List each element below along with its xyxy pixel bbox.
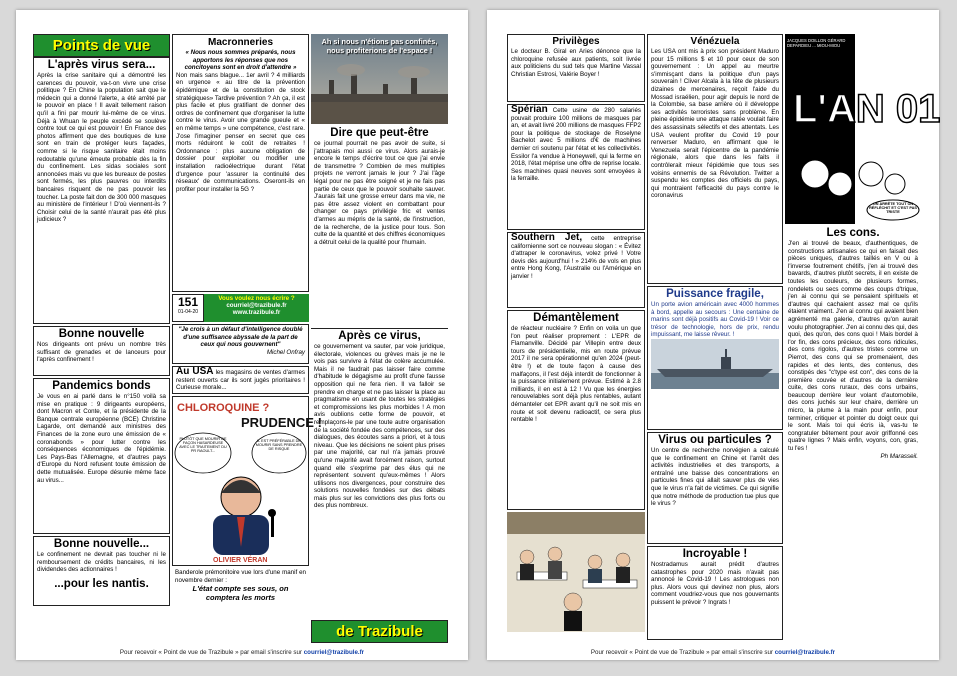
- macronneries-article: [172, 34, 309, 292]
- subscribe-site-link[interactable]: www.trazibule.fr: [232, 309, 281, 316]
- bonne-nouvelle2-text: Le confinement ne devrait pas toucher ni le remboursement de crédits bancaires, ni les dividendes des actionnaires !: [37, 551, 166, 574]
- apres-ce-virus-article: [311, 328, 448, 618]
- subscribe-email-link[interactable]: courriel@trazibule.fr: [226, 302, 287, 309]
- right-footer: [487, 649, 939, 656]
- issue-number: 151: [177, 295, 199, 309]
- cartoon-bubble-left: PLUTÔT QUE MOURIR DE FAÇON HASARDEUSE AVEC LE TRAITEMENT DU PR RAOULT...: [179, 437, 227, 453]
- bonne-nouvelle2-article: [33, 536, 170, 606]
- bonne-nouvelle2-title: Bonne nouvelle...: [53, 538, 150, 550]
- macronneries-text: Non mais sans blague... 1er avril ? 4 milliards en urgence « au titre de la prévention épidémique et de la constitution de stock stratégiques» Tardive prévention ? Ah ça, il est plus facile et plus gratifiant de donner des ordres de confinement que d'organiser la lutte contre le virus. Avoir une grande gueule et « en même temps » une compétence, c'est rare. J'ose l'imaginer penser en secret que ces morts réduiront le coût de retraites ! Ordonnance : plus aucune obligation de dossier pour exploiter ou modifier une installation radioélectrique durant l'état d'urgence pour 'assurer la continuité des réseaux' de communications. Oseront-ils en profiter pour installer la 5G ?: [176, 71, 305, 193]
- left-footer: [16, 649, 468, 656]
- incroyable-title: Incroyable !: [682, 548, 748, 560]
- virus-particules-text: Un centre de recherche norvégien a calculé que le confinement en Chine et l'arrêt des activités industrielles et des transports, a entraîné une baisse des concentrations en particules fines qui allait sauver plus de vies que le virus n'a fait de victimes. Ce qui signifie que notre méthode de production tue plus que le virus ?: [651, 447, 779, 508]
- apres-ce-virus-title: Après ce virus,: [338, 330, 421, 342]
- apres-virus-text: Après la crise sanitaire qui a démontré les carences du pouvoir, va-t-on vivre une crise politique ? En Chine la population sait que le médecin qui a donné l'alerte, a été arrêté par le pouvoir en place ! Il avait tellement raison qu'il a fini par mourir lui-même de ce virus. Déjà à Whuan le peuple excédé se soulève contre tout ce qui est pouvoir ! En France des photos affirment que des boutiques de luxe sont en train de protéger leurs façades, comme si le risque sanitaire était moins redoutable qu'une émeute probable dès la fin du confinement. Les sidas sociales sont annoncées mais vu que les bureaux de postes sont fermés, les plus pauvres ou interdits bancaires risquent de ne pas pouvoir les toucher. La poste fait don de 300 000 masques au ministère de l'intérieur ! D'où viennent-ils ? Choisir celui de la santé n'aurait pas été plus judicieux ?: [37, 72, 167, 224]
- pandemics-bonds-text: Je vous en ai parlé dans le n°150 voilà sa mise en pratique : 9 dirigeants européens, dont Macron et Conte, et la présidente de la Banque centrale européenne (BCE) Christine Lagarde, ont demandé aux ministres des Finances de la zone euro une émission de « coronabonds » pour lutter contre les conséquences économiques de l'épidémie. Les Pays-Bas l'Allemagne, et d'autres pays d'Europe du Nord refusent toute émission de dette mutualisée. Europe désunie même face au virus...: [37, 393, 166, 484]
- demantelement-title: Démantèlement: [533, 312, 619, 324]
- apres-virus-article: [33, 57, 170, 324]
- macronneries-quote: « Nous nous sommes préparés, nous apportons les réponses que nos concitoyens sont en droit d'attendre »: [184, 49, 297, 72]
- right-footer-text: Pour recevoir « Point de vue de Trazibule » par email s'inscrire sur: [590, 649, 773, 656]
- demantelement-article: [507, 310, 645, 510]
- venezuela-text: Les USA ont mis à prix son président Maduro pour 15 millions $ et 10 pour ceux de son gouvernement : Un appel au meurtre s'immisçant dans la politique d'un pays souverain ! Cliver Alcala à la tête de plusieurs dizaines de mercenaires, reçoit l'aide du Mossad israélien, pour agir depuis le nord de la Colombie, sa base arrière où il développe ses activités terroristes sans problème. En pleine épidémie une attaque ratée voulait faire des assassinats sélectifs et des attentats. Les USA veulent profiter du Covid 19 pour renverser Maduro, en affirmant que le Venezuela serait l'épicentre de la pandémie régionale, alors que dans les faits il contrôlerait mieux l'épidémie que tous ses voisins ennemis de sa Révolution. Twitter a suspendu les comptes des officiels du pays, qui montraient l'efficacité du pays contre le coronavirus: [651, 48, 779, 200]
- incroyable-article: [647, 546, 783, 640]
- onfray-signature: Michel Onfray: [266, 348, 305, 356]
- privileges-title: Privilèges: [552, 36, 600, 47]
- onfray-quote: "Je crois à un défaut d'intelligence doublé d'une suffisance abyssale de la part de ceux qui nous gouvernent": [178, 326, 303, 349]
- an-01-bubble: ON ARRÊTE TOUT ON RÉFLÉCHIT ET C'EST PAS TRISTE: [869, 202, 917, 214]
- banderole-text: Banderole prémonitoire vue lors d'une manif en novembre dernier :: [175, 569, 306, 584]
- pollution-photo: [311, 34, 448, 124]
- right-page: [487, 10, 939, 660]
- privileges-article: [507, 34, 645, 102]
- restaurant-cartoon: [507, 512, 645, 632]
- puissance-text: Un porte avion américain avec 4000 hommes à bord, appelle au secours : Une centaine de marins sont déjà positifs au Covid-19 ! Voir ce trésor de technologie, hors de prix, rendu impuissant, me laisse rêveur. !: [651, 301, 779, 339]
- an-01-title: L'AN 01: [793, 87, 941, 131]
- bonne-nouvelle-article: [33, 326, 170, 376]
- cartoon-prudence: PRUDENCE !: [241, 415, 322, 430]
- sperian-text: Cette usine de 280 salariés pouvait produire 100 millions de masques par an, et avait livré 200 millions de masques FFP2 pour la politique de stockage de Roselyne Bachelot avec 5 millions d'€ de machines dernier cri soutenu par l'état et les collectivités. Essilor l'a vendue à Honeywell, qui la ferme en 2018, l'état méprise une offre de reprise locale. Ses machines quasi neuves sont envoyées à la ferraille.: [511, 107, 641, 183]
- dire-que-text: ce journal pourrait ne pas avoir de suite, si j'attrapais moi aussi ce virus. Alors aurais-je encore le temps d'écrire tout ce que j'ai envie de transmettre ? Combien de mes multiples projets ne verront jamais le jour ? J'ai l'âge légal pour ne pas être soigné et je ne fais pas partie de ceux que le pouvoir souhaite sauver. J'aurais fait une grosse erreur dans ma vie, ne pas être assez violent en combattant pour changer ce pays privilégie fric et ventes d'armes au mépris de la santé, de l'instruction, de la recherche, de la justice pour tous. Son culte de la quantité et des chiffres économiques a détruit celui de la qualité pour l'humain.: [314, 140, 445, 246]
- left-footer-text: Pour recevoir « Point de vue de Trazibule » par email s'inscrire sur: [119, 649, 302, 656]
- left-column-1: [33, 34, 170, 643]
- privileges-text: Le docteur B. Giral en Aries dénonce que la chloroquine refusée aux patients, soit livrée aux politiciens du sud tels que Martine Vassal Christian Estrosi, Valérie Boyer !: [511, 48, 641, 78]
- cartoon-caption: OLIVIER VÉRAN: [213, 557, 268, 564]
- write-to-us-heading: Vous voulez nous écrire ?: [218, 295, 295, 302]
- puissance-title: Puissance fragile,: [666, 288, 764, 300]
- virus-particules-article: [647, 432, 783, 544]
- left-column-3: [311, 34, 448, 643]
- left-page: [16, 10, 468, 660]
- banderole-quote: L'état compte ses sous, on comptera les morts: [192, 584, 289, 603]
- les-cons-title: Les cons.: [826, 227, 880, 239]
- bonne-nouvelle-title: Bonne nouvelle: [58, 328, 145, 340]
- apres-virus-title: L'après virus sera...: [47, 59, 156, 71]
- right-column-2: [647, 34, 783, 643]
- apres-ce-virus-text: ce gouvernement va sauter, par voie juridique, électorale, violences ou grèves mais je ne le vois pas survivre à l'état de colère accumulée. Mais il ne faudrait pas laisser faire comme d'habitude le dégagisme au profit d'une fausse opposition qui ne fera rien. Il va falloir se prendre en charge et ne pas laisser la place au pragmatisme en usant de toutes les stratégies et compromissions les plus morbides ! A mon avis oublions cette forme de pouvoir, et remplaçons-le par une toute autre organisation de la société fondée des compétences, sur des dialogues, des écoutes sans a priori, et à tous niveau. Que les décisions ne soient plus prises par une majorité, car nul n'a jamais prouvé qu'une majorité avait forcément raison, surtout quand elle s'exprime par des élus qui ne représentent souvent qu'eux-mêmes ! Alors utilisons nos divergences, pour construire des solutions nouvelles fondées sur des débats mais plus sur les convictions des plus forts ou des plus nombreux.: [314, 343, 445, 510]
- au-usa-title: Au USA: [176, 366, 214, 377]
- pandemics-bonds-article: [33, 378, 170, 534]
- onfray-quote-box: [172, 324, 309, 364]
- demantelement-text: de réacteur nucléaire ? Enfin on voila un que l'on peut réaliser proprement : L'EPR de Flamanville. Décidé par Villepin entre deux tours de présidentielle, mis en route prévue 2017 il ne sera opérationnel qu'en 2024 (peut-être !) et de toute façon à cause des malfaçons, il l'est déjà interdit de fonctionner à la puissance initialement prévue. Estimé à 2.8 milliards, il en est à 12 ! Vu que les énergies renouvelables sont déjà plus rentables, autant démanteler cet EPR avant qu'il ne soit mis en route et soit devenu radioactif, ce sera plus rentable !: [511, 325, 641, 424]
- cartoon-bubble-right: IL EST PRÉFÉRABLE DE MOURIR SANS PRENDRE DE RISQUE: [255, 439, 303, 451]
- issue-box: [172, 294, 204, 322]
- de-trazibule-title: de Trazibule: [311, 620, 448, 643]
- venezuela-article: [647, 34, 783, 284]
- subscribe-block: [172, 294, 309, 322]
- venezuela-title: Vénézuela: [690, 36, 740, 47]
- right-column-1: [507, 34, 645, 643]
- sperian-title: Spérian: [511, 104, 548, 115]
- les-cons-article: [785, 226, 921, 614]
- macronneries-title: Macronneries: [207, 37, 274, 48]
- an-01-credits: JACQUES DOILLON GÉRARD DEPARDIEU ... MIOU-MIOU: [787, 38, 846, 48]
- left-footer-email-link[interactable]: courriel@trazibule.fr: [303, 649, 365, 656]
- issue-date: 01-04-20: [177, 309, 198, 315]
- points-de-vue-title: Points de vue: [33, 34, 170, 57]
- nantis-line: ...pour les nantis.: [54, 577, 149, 590]
- au-usa-article: [172, 366, 309, 394]
- les-cons-text: J'en ai trouvé de beaux, d'authentiques, de constructions artisanales ce qui en faisait des pièces uniques, d'autres taillés en V ou à l'inverse foutrement chétifs, j'en ai trouvé des bavards, d'autres plutôt secrets, il en existe de toutes les couleurs, de plusieurs formes, rondelets ou secs comme des coups d'trique, j'en ai connu qui se pensaient spirituels et d'autres qui cachaient assez mal ce qu'ils étaient vraiment. J'en ai connu qui avaient bien agrémenté ma galerie, d'autres qu'on aurait voulu photographier. J'en ai connu des qui, des quoi, des qu'on, des cons quoi ! Mais bordel à l'or fin, des cons précieux, des cons ridicules, des cons rigolos, d'autres tristes comme un Pierrot, des cons qui se promenaient, des rapides et des lents, des contenus, des constipés des "c'type est con", des cons de la première couvée et d'autres de la dernière cuite, des cons ruraux, des cons urbains, beaucoup derrière leur volant d'automobile, des cons juchés sur leur chaire, derrière un micro, la plume à la main pour enfin, pour terminer, critiquer et pointer du doigt ceux qui le sont. Mais toi qui écris ià, vas-tu te congratuler bêtement pour avoir griffonné ces quatre lignes ? Mais enfin, voyons, con, gras, tu l'es !: [788, 240, 918, 453]
- right-footer-email-link[interactable]: courriel@trazibule.fr: [774, 649, 836, 656]
- puissance-article: [647, 286, 783, 430]
- virus-particules-title: Virus ou particules ?: [658, 434, 772, 446]
- southern-jet-text: cette entreprise californienne sort ce nouveau slogan : « Évitez d'attraper le coronavirus, volez privé ! Votre devis dès aujourd'hui ! » 214% de vols en plus entre Hong Kong, l'Australie ou l'Amérique en janvier !: [511, 235, 641, 280]
- les-cons-signature: Ph Marasseil.: [880, 452, 918, 460]
- banderole-box: [172, 568, 309, 610]
- bonne-nouvelle-text: Nos dirigeants ont prévu un nombre très suffisant de grenades et de lanceurs pour l'après confinement !: [37, 341, 166, 364]
- an-01-poster: [785, 34, 941, 224]
- southern-jet-article: [507, 232, 645, 308]
- photo-caption: Ah si nous n'étions pas confinés, nous profiterions de l'espace !: [321, 37, 438, 55]
- sperian-article: [507, 104, 645, 230]
- pandemics-bonds-title: Pandemics bonds: [52, 380, 151, 392]
- left-column-2: [172, 34, 322, 643]
- chloroquine-cartoon: [172, 396, 322, 566]
- dire-que-title: Dire que peut-être: [330, 127, 429, 139]
- right-column-3: [785, 34, 941, 643]
- dire-que-article: [311, 126, 448, 326]
- southern-jet-title: Southern Jet,: [511, 232, 583, 243]
- cartoon-title: CHLOROQUINE ?: [177, 402, 270, 414]
- write-to-us-box: [204, 294, 309, 322]
- aircraft-carrier-image: [651, 339, 779, 389]
- incroyable-text: Nostradamus aurait prédit d'autres catastrophes pour 2020 mais n'avait pas annoncé le Covid-19 ! Les astrologues non plus. Alors vous qui devinez non plus, alors comment voudriez-vous que nos gouvernants puissent le prévoir ? Ingrats !: [651, 561, 779, 606]
- au-usa-text: les magasins de ventes d'armes restent ouverts car ils sont jugés prioritaires ! Curieuse morale...: [176, 369, 305, 392]
